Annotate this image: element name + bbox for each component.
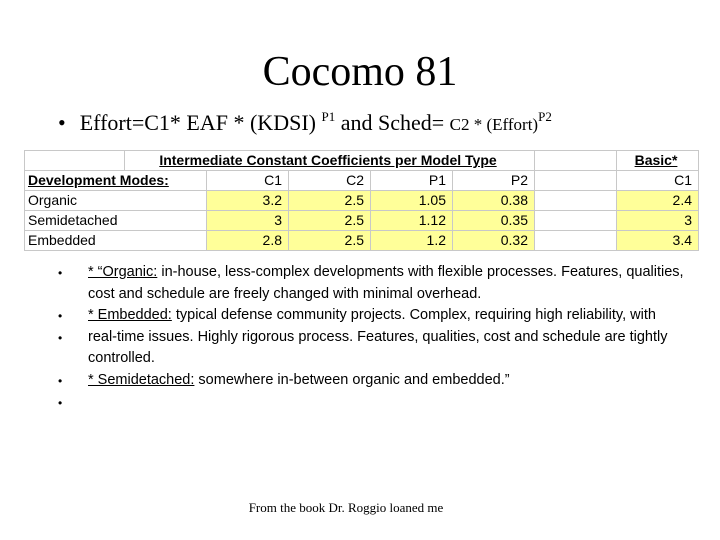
semidetached-note bbox=[88, 370, 688, 392]
c2-cell: 2.5 bbox=[289, 191, 371, 211]
column-header-p2: P2 bbox=[453, 171, 535, 191]
coefficients-table bbox=[24, 150, 699, 251]
basic-c1-cell: 3.4 bbox=[617, 231, 699, 251]
note-bullet: • bbox=[58, 266, 63, 280]
c1-cell: 3.2 bbox=[207, 191, 289, 211]
table-header-row bbox=[25, 151, 699, 171]
column-header-c2: C2 bbox=[289, 171, 371, 191]
p1-cell: 1.12 bbox=[371, 211, 453, 231]
formula-sched-text: and Sched= bbox=[335, 110, 450, 135]
semidetached-text: somewhere in-between organic and embedded.” bbox=[194, 371, 510, 388]
mode-cell: Semidetached bbox=[25, 211, 207, 231]
formula-p1-exponent: P1 bbox=[321, 109, 336, 124]
semidetached-label: * Semidetached: bbox=[88, 371, 195, 388]
mode-cell: Embedded bbox=[25, 231, 207, 251]
effort-formula bbox=[58, 108, 698, 140]
c2-cell: 2.5 bbox=[289, 211, 371, 231]
development-modes-label: Development Modes: bbox=[25, 171, 207, 191]
basic-c1-cell: 3 bbox=[617, 211, 699, 231]
slide-title: Cocomo 81 bbox=[262, 49, 458, 95]
formula-effort-text: Effort=C1* EAF * (KDSI) bbox=[79, 110, 322, 135]
p2-cell: 0.35 bbox=[453, 211, 535, 231]
organic-note bbox=[88, 262, 688, 305]
column-header-basic-c1: C1 bbox=[617, 171, 699, 191]
p1-cell: 1.05 bbox=[371, 191, 453, 211]
organic-text: in-house, less-complex developments with flexible processes. Features, qualities, cost and schedule are freely changed with minimal overhead. bbox=[88, 264, 684, 302]
c2-cell: 2.5 bbox=[289, 231, 371, 251]
note-bullet: • bbox=[58, 309, 63, 323]
formula-bullet: • bbox=[58, 110, 66, 135]
note-bullet: • bbox=[58, 374, 63, 388]
embedded-text: typical defense community projects. Complex, requiring high reliability, with real-time issues. Highly rigorous process. Features, qualities, cost and schedule are tightly controlled. bbox=[88, 307, 668, 366]
formula-p2-exponent: P2 bbox=[538, 109, 552, 124]
c1-cell: 2.8 bbox=[207, 231, 289, 251]
p2-cell: 0.38 bbox=[453, 191, 535, 211]
table-row bbox=[25, 211, 699, 231]
embedded-label: * Embedded: bbox=[88, 307, 172, 323]
note-bullet: • bbox=[58, 331, 63, 345]
table-column-row bbox=[25, 171, 699, 191]
embedded-note bbox=[88, 305, 688, 370]
mode-notes bbox=[88, 262, 688, 391]
formula-c2-text: C2 * (Effort) bbox=[449, 115, 539, 134]
p2-cell: 0.32 bbox=[453, 231, 535, 251]
table-row bbox=[25, 191, 699, 211]
column-header-c1: C1 bbox=[207, 171, 289, 191]
note-bullet: • bbox=[58, 396, 63, 410]
p1-cell: 1.2 bbox=[371, 231, 453, 251]
source-footer: From the book Dr. Roggio loaned me bbox=[248, 500, 444, 515]
table-row bbox=[25, 231, 699, 251]
c1-cell: 3 bbox=[207, 211, 289, 231]
column-header-p1: P1 bbox=[371, 171, 453, 191]
mode-cell: Organic bbox=[25, 191, 207, 211]
organic-label: * “Organic: bbox=[88, 264, 158, 280]
basic-header: Basic* bbox=[617, 151, 699, 171]
intermediate-header: Intermediate Constant Coefficients per Model Type bbox=[125, 151, 535, 171]
basic-c1-cell: 2.4 bbox=[617, 191, 699, 211]
